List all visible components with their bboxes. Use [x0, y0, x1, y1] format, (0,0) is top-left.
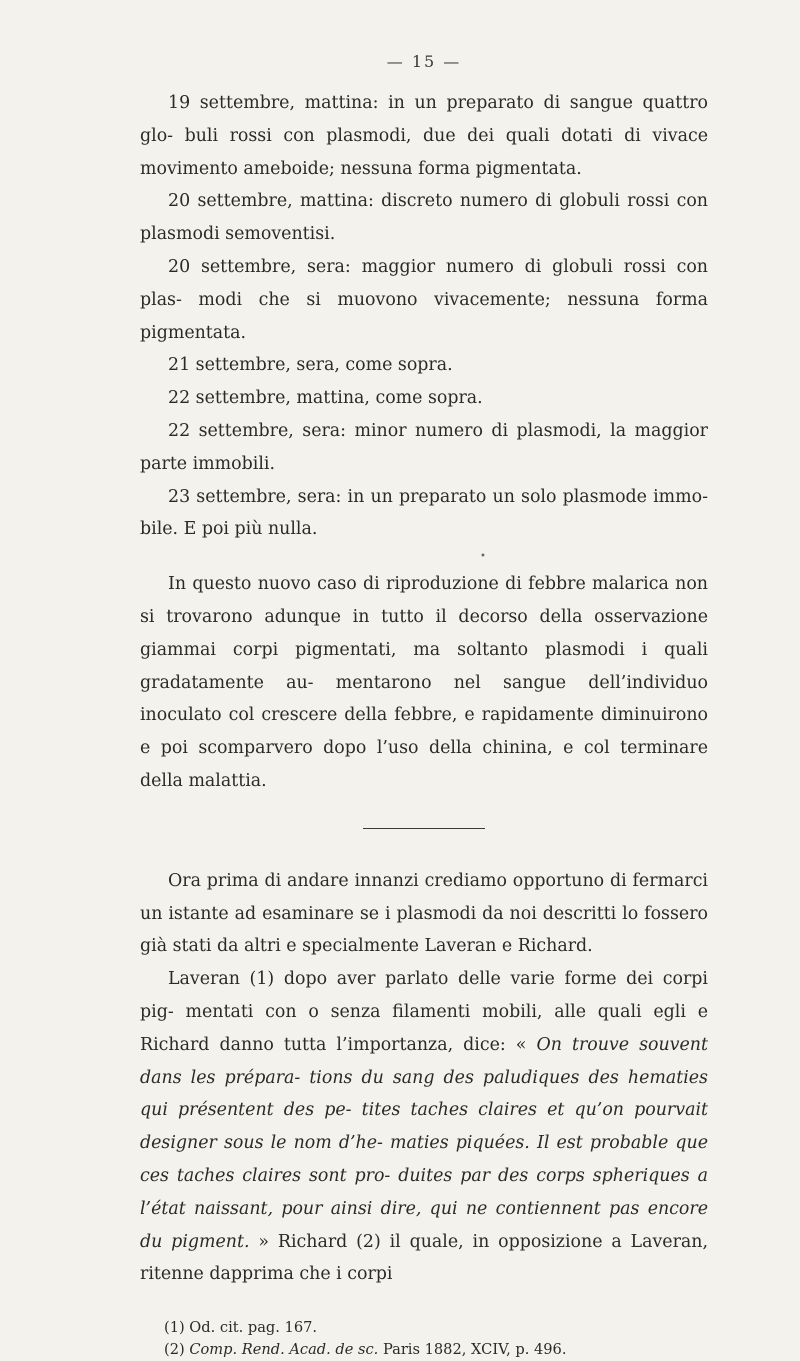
footnote-1: (1) Od. cit. pag. 167. — [164, 1319, 318, 1337]
entry-22-sept-morning: 22 settembre, mattina, come sopra. — [168, 388, 483, 409]
print-mark: • — [480, 551, 486, 563]
footnote-2-title: Comp. Rend. Acad. de sc. — [189, 1341, 379, 1359]
entry-23-sept-evening: 23 settembre, sera: in un preparato un solo plasmode immo- bile. E poi più nulla. — [140, 486, 708, 540]
laveran-intro: Laveran (1) dopo aver parlato delle varie forme dei corpi pig- mentati con o senza filamenti mobili, alle quali egli e Richard danno tutta l’importanza, dice: « — [140, 969, 708, 1055]
discussion-paragraph-2 — [140, 963, 708, 1291]
discussion-section — [140, 865, 708, 1291]
entry-20-sept-morning: 20 settembre, mattina: discreto numero di globuli rossi con plasmodi semoventisi. — [140, 191, 708, 245]
footnote-2-number: (2) — [164, 1341, 190, 1359]
document-page — [140, 52, 708, 1361]
conclusion-paragraph: In questo nuovo caso di riproduzione di febbre malarica non si trovarono adunque in tutto il decorso della osservazione giammai corpi pigmentati, ma soltanto plasmodi i quali gradatamente au- mentarono nel sangue dell’individuo inoculato col crescere della febbre, e rapidamente diminuirono e poi scomparvero dopo l’uso della chinina, e col terminare della malattia. — [140, 574, 708, 791]
entry-22-sept-evening: 22 settembre, sera: minor numero di plasmodi, la maggior parte immobili. — [140, 420, 708, 474]
page-number: — 15 — — [386, 52, 462, 71]
laveran-quote: On trouve souvent dans les prépara- tions du sang des paludiques des hematies qui présentent des pe- tites taches claires et qu’on pourvait designer sous le nom d’he- maties piquées. Il est probable que ces taches claires sont pro- duites par des corps spheriques a l’état naissant, pour ainsi dire, qui ne contiennent pas encore du pigment. — [140, 1034, 708, 1252]
richard-intro: » Richard (2) il quale, in opposizione a Laveran, ritenne dapprima che i corpi — [140, 1231, 709, 1285]
entry-20-sept-evening: 20 settembre, sera: maggior numero di globuli rossi con plas- modi che si muovono vivacemente; nessuna forma pigmentata. — [140, 256, 708, 343]
entry-19-sept-morning: 19 settembre, mattina: in un preparato di sangue quattro glo- buli rossi con plasmodi, due dei quali dotati di vivace movimento ameboide; nessuna forma pigmentata. — [140, 93, 708, 179]
discussion-paragraph-1: Ora prima di andare innanzi crediamo opportuno di fermarci un istante ad esaminare se i plasmodi da noi descritti lo fossero già stati da altri e specialmente Laveran e Richard. — [140, 870, 708, 957]
footnotes — [140, 1317, 708, 1361]
conclusion-section — [140, 568, 708, 798]
footnote-2-details: Paris 1882, XCIV, p. 496. — [378, 1341, 567, 1359]
footnote-2 — [140, 1339, 708, 1361]
diary-entries — [140, 87, 708, 546]
entry-21-sept-evening: 21 settembre, sera, come sopra. — [168, 355, 453, 376]
section-divider — [363, 828, 485, 829]
